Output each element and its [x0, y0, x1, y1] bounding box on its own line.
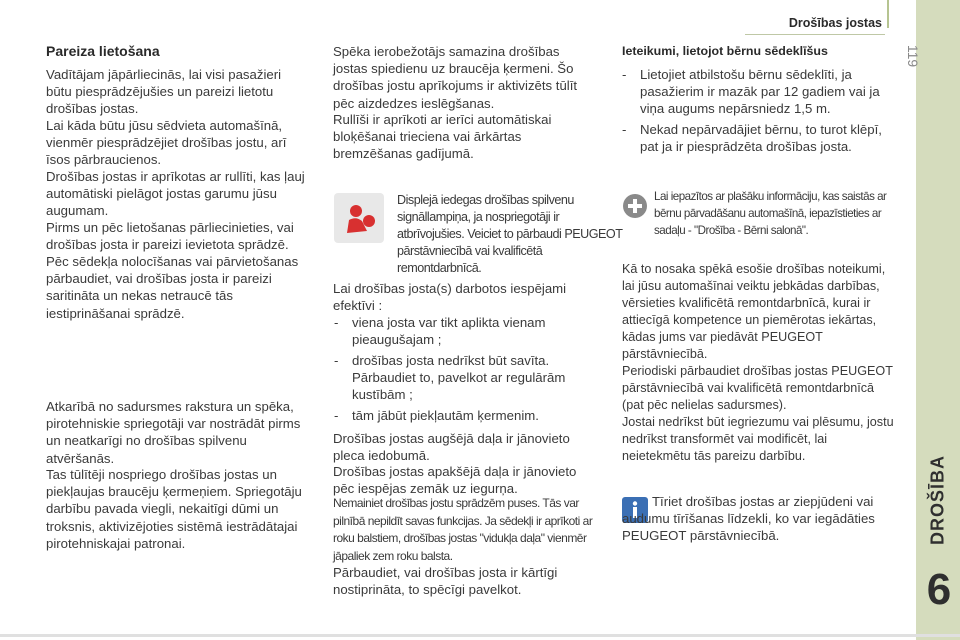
paragraph: Tas tūlītēji nospriego drošības jostas un piekļaujas braucēju ķermeņiem. Spriegotāju darbību pavada viegli, nekaitīgi dūmi un troksnis, aktivizējoties sistēmā iestrādātajai pirotehniskajai patronai. [46, 467, 302, 551]
section-heading: Pareiza lietošana [46, 43, 160, 59]
paragraph: Drošības jostas apakšējā daļa ir jānovieto pēc iespējas zemāk uz iegurņa. [333, 464, 577, 497]
list-dash: - [622, 122, 627, 137]
info-note: Tīriet drošības jostas ar ziepjūdeni vai audumu tīrīšanas līdzekli, ko var iegādāties PEUGEOT pārstāvniecībā. [622, 494, 875, 544]
paragraph: Pirms un pēc lietošanas pārliecinieties, vai drošības josta ir pareizi ievietota sprādzē. [46, 220, 294, 253]
paragraph: Drošības jostas augšējā daļa ir jānovieto pleca iedobumā. [333, 431, 570, 464]
header-tick [887, 0, 889, 28]
list-dash: - [622, 67, 627, 82]
paragraph: Kā to nosaka spēkā esošie drošības noteikumi, lai jūsu automašīnai veiktu jebkādas darbības, vērsieties kvalificētā remontdarbnīcā, kurai ir attiecīgā kompetence un piemērotas iekārtas, kādas jums var piedāvāt PEUGEOT pārstāvniecībā. [622, 262, 886, 362]
list-item: - viena josta var tikt aplikta vienam pieaugušajam ; [334, 315, 546, 348]
paragraph: Pārbaudiet, vai drošības josta ir kārtīgi nostiprināta, to spēcīgi pavelkot. [333, 565, 558, 598]
chapter-number: 6 [926, 565, 952, 614]
footer-line [0, 634, 960, 637]
paragraph: Jostai nedrīkst būt iegriezumu vai plēsumu, jostu nedrīkst transformēt vai modificēt, lai neietekmētu tās pareizu darbību. [622, 415, 894, 464]
list-item: - Nekad nepārvadājiet bērnu, to turot klēpī, pat ja ir piesprādzēta drošības josta. [622, 122, 882, 155]
page-number: 119 [905, 44, 921, 68]
paragraph: Lai kāda būtu jūsu sēdvieta automašīnā, vienmēr piesprādzējiet drošības jostu, arī īsos pārbraucienos. [46, 118, 287, 168]
paragraph: Vadītājam jāpārliecinās, lai visi pasažieri būtu piesprādzējušies un pareizi lietotu drošības jostas. [46, 67, 282, 117]
paragraph: Atkarībā no sadursmes rakstura un spēka, pirotehniskie spriegotāji var nostrādāt pirms un neatkarīgi no drošības spilvenu atvēršanās. [46, 399, 301, 466]
paragraph: Rullīši ir aprīkoti ar ierīci automātiskai bloķēšanai trieciena vai ārkārtas bremzēšanas gadījumā. [333, 112, 552, 162]
paragraph: Pēc sēdekļa nolocīšanas vai pārvietošanas pārbaudiet, vai drošības josta ir pareizi saritināta un nekas netraucē tās iestiprināšanai sprādzē. [46, 254, 299, 321]
list-item: - Lietojiet atbilstošu bērnu sēdeklīti, ja pasažierim ir mazāk par 12 gadiem vai ja viņa augums nepārsniedz 1,5 m. [622, 67, 880, 117]
paragraph: Drošības jostas ir aprīkotas ar rullīti, kas ļauj automātiski pielāgot jostas garumu jūsu augumam. [46, 169, 305, 219]
header-rule [745, 34, 885, 35]
list-dash: - [334, 315, 339, 330]
paragraph: Periodiski pārbaudiet drošības jostas PEUGEOT pārstāvniecībā vai kvalificētā remontdarbnīcā (pat pēc nelielas sadursmes). [622, 364, 893, 413]
plus-note: Lai iepazītos ar plašāku informāciju, kas saistās ar bērnu pārvadāšanu automašīnā, iepazīstieties ar sadaļu - "Drošība - Bērni salonā". [654, 190, 887, 237]
list-item: - tām jābūt piekļautām ķermenim. [334, 408, 539, 423]
paragraph: Lai drošības josta(s) darbotos iespējami efektīvi : [333, 281, 567, 314]
small-note: Nemainiet drošības jostu sprādzēm puses. Tās var pilnībā nepildīt savas funkcijas. Ja sēdekļi ir aprīkoti ar roku balstiem, drošības jostas "vidukļa daļa" vienmēr jāpaliek zem roku balsta. [333, 496, 593, 563]
plus-circle-icon [622, 193, 648, 219]
section-heading: Ieteikumi, lietojot bērnu sēdeklīšus [622, 44, 828, 58]
paragraph: Spēka ierobežotājs samazina drošības jostas spiedienu uz braucēja ķermeni. Šo drošības jostu aprīkojums ir aktivizēts tūlīt pēc aizdedzes ieslēgšanas. [333, 44, 578, 111]
warning-note: Displejā iedegas drošības spilvenu signāllampiņa, ja nospriegotāji ir atbrīvojušies. Veiciet to pārbaudi PEUGEOT pārstāvniecībā vai kvalificētā remontdarbnīcā. [397, 193, 623, 275]
list-item: - drošības josta nedrīkst būt savīta. Pārbaudiet to, pavelkot ar regulārām kustībām ; [334, 353, 566, 403]
page-header-title: Drošības jostas [788, 16, 882, 30]
chapter-word: DROŠĪBA [927, 454, 948, 546]
list-dash: - [334, 353, 339, 368]
airbag-warning-icon [334, 193, 384, 243]
list-dash: - [334, 408, 339, 423]
